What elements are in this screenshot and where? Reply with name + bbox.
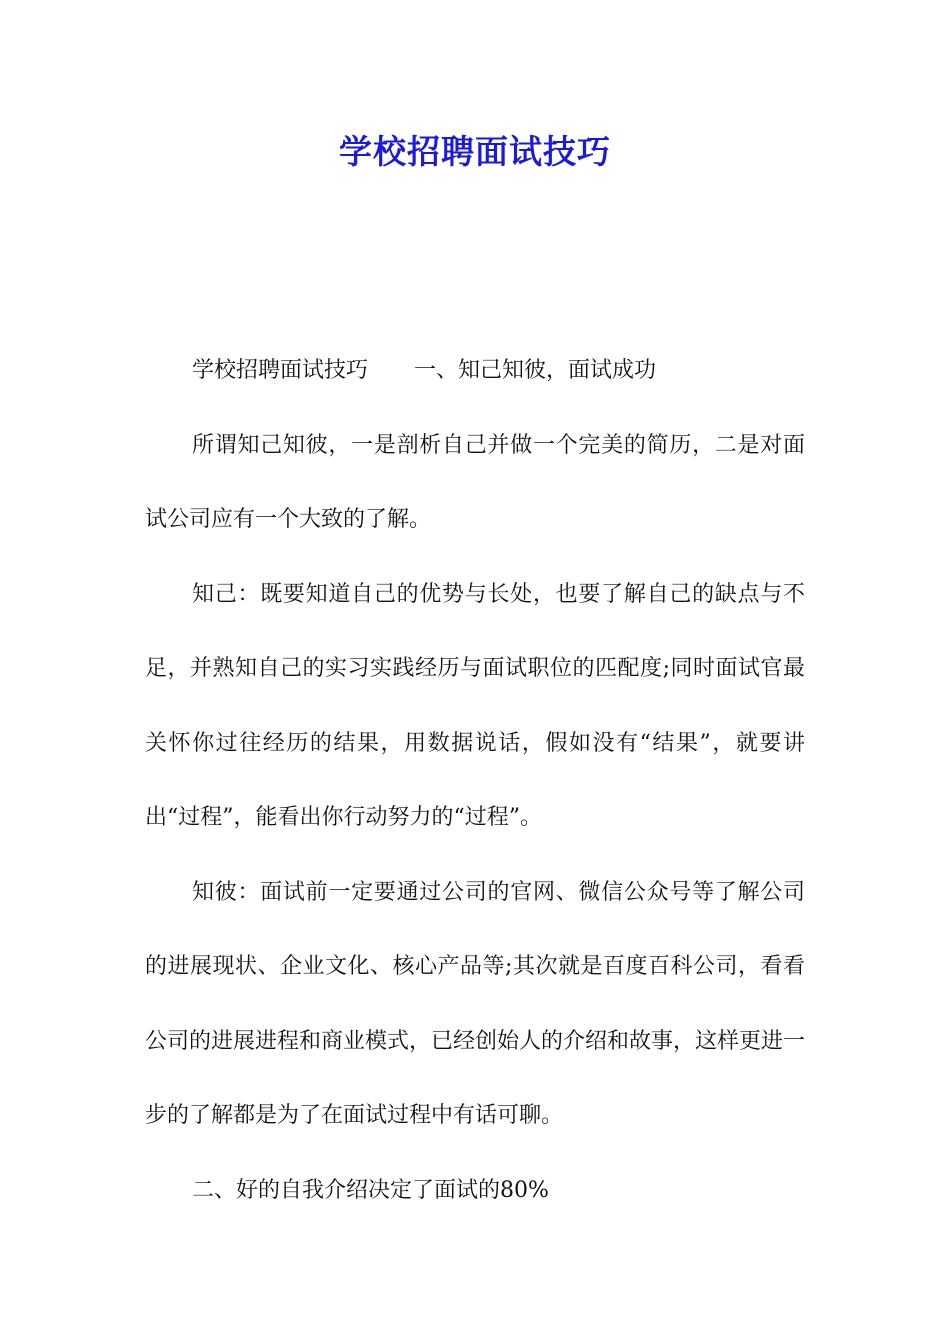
document-body bbox=[145, 334, 805, 1228]
document-title: 学校招聘面试技巧 bbox=[339, 132, 611, 171]
paragraph-1-lead: 学校招聘面试技巧 bbox=[192, 358, 369, 383]
paragraph-4: 知彼：面试前一定要通过公司的官网、微信公众号等了解公司的进展现状、企业文化、核心产品等;其次就是百度百科公司，看看公司的进展进程和商业模式，已经创始人的介绍和故事，这样更进一步的了解都是为了在面试过程中有话可聊。 bbox=[145, 879, 806, 1128]
paragraph-3: 知己：既要知道自己的优势与长处，也要了解自己的缺点与不足，并熟知自己的实习实践经历与面试职位的匹配度;同时面试官最关怀你过往经历的结果，用数据说话，假如没有“结果”，就要讲出“过程”，能看出你行动努力的“过程”。 bbox=[145, 581, 805, 830]
paragraph-5: 二、好的自我介绍决定了面试的80% bbox=[192, 1177, 549, 1203]
paragraph-1 bbox=[145, 334, 805, 409]
paragraph-1-text: 一、知己知彼，面试成功 bbox=[414, 358, 657, 383]
paragraph-2: 所谓知己知彼，一是剖析自己并做一个完美的简历，二是对面试公司应有一个大致的了解。 bbox=[145, 432, 805, 532]
